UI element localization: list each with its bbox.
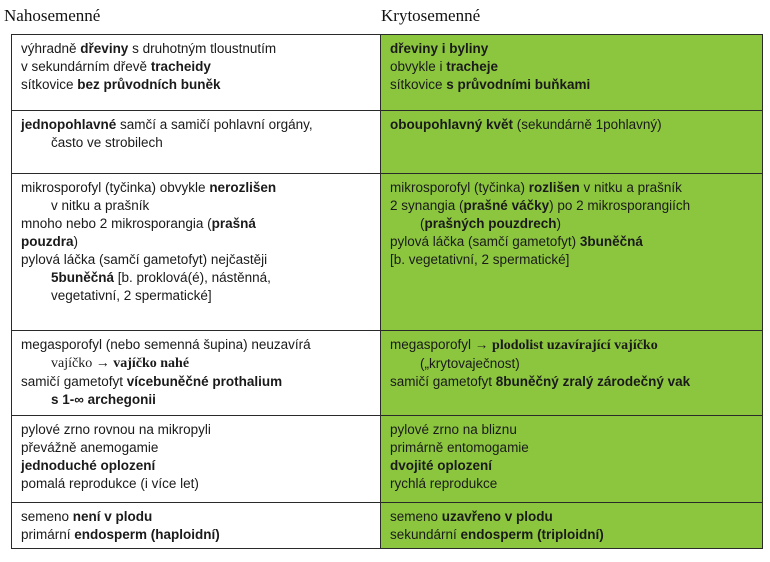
comparison-table (11, 34, 763, 549)
cell-text-line (21, 475, 372, 493)
text-run: samičí gametofyt (21, 374, 127, 389)
cell-text-line (390, 58, 754, 76)
cell-text-line (390, 355, 754, 373)
text-run: semeno (390, 509, 442, 524)
cell-text-line (21, 354, 372, 373)
column-title-angiosperms: Krytosemenné (381, 6, 481, 25)
cell-gymnosperms-anatomy (12, 35, 381, 111)
cell-text-line (21, 508, 372, 526)
text-run: megasporofyl → (390, 337, 493, 352)
bold-text-run: prašných pouzdrech (424, 216, 557, 231)
cell-text-line (21, 134, 372, 152)
cell-text-line (390, 439, 754, 457)
bold-text-run: jednoduché oplození (21, 458, 156, 473)
text-run: výhradně (21, 41, 81, 56)
cell-text-line (21, 197, 372, 215)
row-pollination (12, 416, 763, 503)
cell-angiosperms-sexuality (381, 111, 763, 174)
text-run: samčí a samičí pohlavní orgány, (116, 117, 313, 132)
bold-text-run: nerozlišen (209, 180, 277, 195)
text-run: pylové zrno na bliznu (390, 422, 517, 437)
cell-gymnosperms-seed (12, 503, 381, 549)
cell-angiosperms-seed (381, 503, 763, 549)
cell-text-line (390, 421, 754, 439)
cell-angiosperms-anatomy (381, 35, 763, 111)
cell-text-line (21, 233, 372, 251)
cell-text-line (390, 457, 754, 475)
cell-text-line (21, 391, 372, 409)
cell-text-line (390, 336, 754, 355)
cell-text-line (21, 421, 372, 439)
text-run: sítkovice (390, 77, 447, 92)
text-run: pylové zrno rovnou na mikropyli (21, 422, 211, 437)
column-title-gymnosperms: Nahosemenné (4, 6, 101, 25)
bold-text-run: pouzdra (21, 234, 74, 249)
text-run: ) (556, 216, 562, 231)
cell-text-line (21, 215, 372, 233)
cell-text-line (390, 116, 754, 134)
text-run: s druhotným tloustnutím (128, 41, 277, 56)
cell-text-line (390, 373, 754, 391)
text-run: samičí gametofyt (390, 374, 496, 389)
cell-text-line (390, 179, 754, 197)
text-run: v nitku a prašník (51, 198, 150, 213)
cell-text-line (21, 58, 372, 76)
bold-text-run: endosperm (haploidní) (74, 527, 220, 542)
bold-text-run: prašná (211, 216, 256, 231)
bold-text-run: tracheidy (150, 59, 211, 74)
text-run: primárně entomogamie (390, 440, 529, 455)
cell-text-line (21, 251, 372, 269)
bold-text-run: není v plodu (72, 509, 153, 524)
cell-text-line (21, 116, 372, 134)
text-run: sekundární (390, 527, 461, 542)
cell-text-line (390, 76, 754, 94)
cell-text-line (21, 526, 372, 544)
bold-text-run: rozlišen (528, 180, 580, 195)
text-run: mikrosporofyl (tyčinka) obvykle (21, 180, 210, 195)
cell-gymnosperms-pollination (12, 416, 381, 503)
cell-text-line (21, 439, 372, 457)
cell-text-line (390, 215, 754, 233)
cell-text-line (21, 76, 372, 94)
cell-text-line (390, 40, 754, 58)
cell-text-line (21, 373, 372, 391)
text-run: pomalá reprodukce (i více let) (21, 476, 199, 491)
text-run: ) (73, 234, 78, 249)
row-anatomy (12, 35, 763, 111)
bold-text-run: 5buněčná (51, 270, 115, 285)
row-seed (12, 503, 763, 549)
bold-text-run: bez průvodních buněk (77, 77, 221, 92)
text-run: semeno (21, 509, 73, 524)
cell-text-line (21, 287, 372, 305)
cell-gymnosperms-sexuality (12, 111, 381, 174)
cell-text-line (390, 475, 754, 493)
text-run: pylová láčka (samčí gametofyt) (390, 234, 580, 249)
bold-text-run: tracheje (446, 59, 499, 74)
bold-text-run: dřeviny (80, 41, 129, 56)
row-microsporophyll (12, 174, 763, 331)
text-run: vajíčko → (51, 356, 114, 371)
cell-gymnosperms-megasporophyll (12, 331, 381, 416)
cell-text-line (390, 508, 754, 526)
text-run: („krytovaječnost) (420, 356, 520, 371)
text-run: v nitku a prašník (579, 180, 682, 195)
text-run: často ve strobilech (51, 135, 163, 150)
text-run: rychlá reprodukce (390, 476, 498, 491)
bold-text-run: 3buněčná (579, 234, 643, 249)
bold-text-run: vícebuněčné prothalium (126, 374, 283, 389)
cell-gymnosperms-microsporophyll (12, 174, 381, 331)
bold-text-run: plodolist uzavírající vajíčko (492, 338, 658, 353)
text-run: ) po 2 mikrosporangiích (549, 198, 691, 213)
text-run: mikrosporofyl (tyčinka) (390, 180, 529, 195)
cell-text-line (21, 40, 372, 58)
cell-text-line (21, 336, 372, 354)
cell-text-line (390, 197, 754, 215)
text-run: primární (21, 527, 75, 542)
text-run: ( (420, 216, 425, 231)
cell-text-line (21, 269, 372, 287)
cell-angiosperms-pollination (381, 416, 763, 503)
row-megasporophyll (12, 331, 763, 416)
cell-angiosperms-microsporophyll (381, 174, 763, 331)
cell-angiosperms-megasporophyll (381, 331, 763, 416)
cell-text-line (21, 457, 372, 475)
text-run: [b. vegetativní, 2 spermatické] (390, 252, 570, 267)
cell-text-line (390, 251, 754, 269)
bold-text-run: oboupohlavný květ (390, 117, 514, 132)
text-run: vegetativní, 2 spermatické] (51, 288, 212, 303)
comparison-table-body (12, 35, 763, 549)
text-run: (sekundárně 1pohlavný) (513, 117, 662, 132)
bold-text-run: dvojité oplození (390, 458, 493, 473)
cell-text-line (390, 526, 754, 544)
bold-text-run: prašné váčky (463, 198, 550, 213)
bold-text-run: s průvodními buňkami (446, 77, 591, 92)
bold-text-run: jednopohlavné (21, 117, 117, 132)
text-run: sítkovice (21, 77, 78, 92)
text-run: megasporofyl (nebo semenná šupina) neuzavírá (21, 337, 311, 352)
cell-text-line (390, 233, 754, 251)
text-run: [b. proklová(é), nástěnná, (114, 270, 271, 285)
row-sexuality (12, 111, 763, 174)
text-run: v sekundárním dřevě (21, 59, 151, 74)
text-run: mnoho nebo 2 mikrosporangia ( (21, 216, 212, 231)
text-run: 2 synangia ( (390, 198, 464, 213)
bold-text-run: uzavřeno v plodu (441, 509, 553, 524)
bold-text-run: endosperm (triploidní) (460, 527, 604, 542)
text-run: pylová láčka (samčí gametofyt) nejčastěji (21, 252, 268, 267)
bold-text-run: vajíčko nahé (113, 356, 190, 371)
cell-text-line (21, 179, 372, 197)
bold-text-run: 8buněčný zralý zárodečný vak (495, 374, 691, 389)
bold-text-run: s 1-∞ archegonii (51, 392, 156, 407)
text-run: obvykle i (390, 59, 447, 74)
text-run: převážně anemogamie (21, 440, 159, 455)
bold-text-run: dřeviny i byliny (390, 41, 489, 56)
